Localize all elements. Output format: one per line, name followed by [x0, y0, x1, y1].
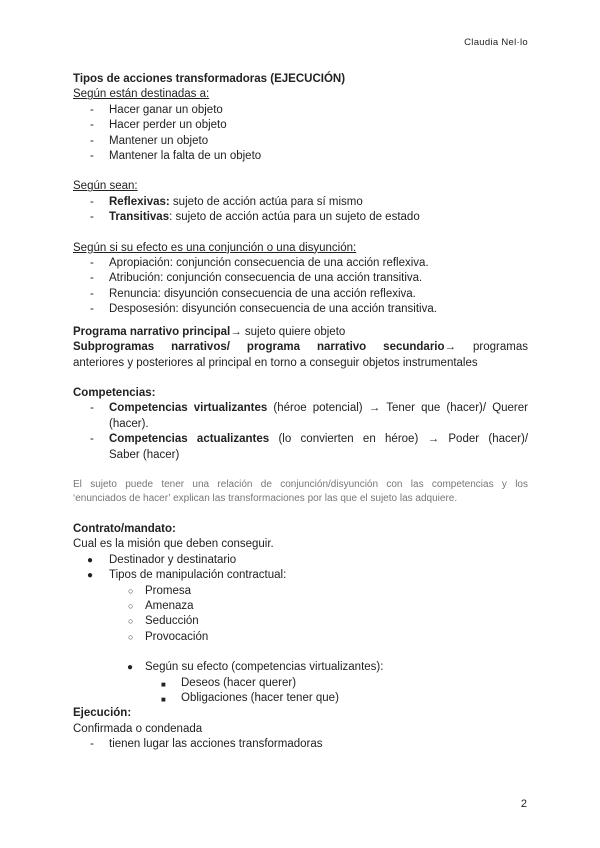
list-item-text: Provocación	[145, 630, 209, 643]
arrow-icon: →	[230, 325, 242, 338]
list-item	[73, 568, 528, 583]
bullet-marker: ●	[87, 570, 94, 582]
circle-marker: ○	[128, 616, 134, 627]
list-item	[73, 599, 528, 614]
page-title: Tipos de acciones transformadoras (EJECUCIÓN)	[73, 73, 346, 85]
list-item-text: Tipos de manipulación contractual:	[109, 569, 287, 582]
list-item-text: Amenaza	[145, 599, 194, 612]
list-item-term: Competencias virtualizantes	[109, 402, 268, 415]
list-item	[73, 271, 528, 286]
square-marker: ■	[161, 695, 166, 704]
list-item	[73, 103, 528, 118]
section2-heading: Según sean:	[73, 180, 138, 193]
spacer	[73, 507, 528, 522]
dash-marker: -	[90, 738, 94, 751]
list-item	[73, 660, 528, 675]
competencias-heading: Competencias:	[73, 386, 156, 399]
dash-marker: -	[90, 211, 94, 224]
list-item-text: Seducción	[145, 615, 199, 628]
spacer	[73, 463, 528, 478]
dash-marker: -	[90, 134, 94, 147]
list-item-text: Deseos (hacer querer)	[181, 676, 297, 689]
list-item-text: Según su efecto (competencias virtualizantes):	[145, 661, 384, 674]
circle-marker: ○	[128, 585, 134, 596]
list-item-text: Mantener un objeto	[109, 134, 209, 147]
ejecucion-heading: Ejecución:	[73, 707, 132, 720]
list-item	[73, 118, 528, 133]
subprogramas-line1	[73, 340, 528, 355]
bullet-marker: ●	[127, 662, 134, 674]
spacer	[73, 645, 528, 660]
note	[73, 478, 528, 507]
section3-heading: Según si su efecto es una conjunción o una disyunción:	[73, 241, 357, 254]
subprogramas-term: Subprogramas narrativos/ programa narrativo secundario	[73, 341, 445, 354]
dash-marker: -	[90, 195, 94, 208]
dash-marker: -	[90, 272, 94, 285]
list-item	[73, 432, 528, 463]
list-item	[73, 302, 528, 317]
header-author: Claudia Nel·lo	[464, 37, 528, 48]
bullet-marker: ●	[87, 554, 94, 566]
list-item-text: Hacer perder un objeto	[109, 119, 227, 132]
list-item-text: Atribución: conjunción consecuencia de una acción transitiva.	[109, 272, 423, 285]
list-item-term: Transitivas	[109, 211, 170, 224]
subprogramas-text: programas	[473, 341, 528, 354]
spacer	[73, 318, 528, 325]
dash-marker: -	[90, 150, 94, 163]
square-marker: ■	[161, 679, 166, 689]
dash-marker: -	[90, 433, 94, 446]
list-item	[73, 676, 528, 691]
list-item-line	[109, 432, 528, 447]
list-item-text: sujeto de acción actúa para sí mismo	[169, 195, 363, 208]
list-item-text: tienen lugar las acciones transformadoras	[109, 738, 323, 751]
list-item	[73, 210, 528, 225]
list-item	[73, 401, 528, 432]
dash-marker: -	[90, 402, 94, 415]
circle-marker: ○	[128, 631, 134, 642]
list-item	[73, 149, 528, 164]
circle-marker: ○	[128, 600, 134, 611]
list-item	[73, 195, 528, 210]
list-item-text: (lo convierten en héroe) → Poder (hacer)/	[269, 433, 529, 446]
list-item-text: (héroe potencial) → Tener que (hacer)/ Querer	[267, 402, 528, 415]
list-item	[73, 630, 528, 645]
list-item-text: Promesa	[145, 584, 192, 597]
note-line2: ‘enunciados de hacer’ explican las transformaciones por las que el sujeto las adquiere.	[73, 493, 458, 505]
list-item	[73, 256, 528, 271]
dash-marker: -	[90, 103, 94, 116]
dash-marker: -	[90, 119, 94, 132]
section1-heading: Según están destinadas a:	[73, 88, 210, 101]
spacer	[73, 226, 528, 241]
spacer	[73, 371, 528, 386]
list-item-text: Destinador y destinatario	[109, 553, 237, 566]
ejecucion-intro: Confirmada o condenada	[73, 722, 203, 735]
list-item	[73, 614, 528, 629]
programa-principal	[73, 325, 528, 340]
contrato-heading: Contrato/mandato:	[73, 522, 176, 535]
dash-marker: -	[90, 257, 94, 270]
subprogramas-line2: anteriores y posteriores al principal en torno a conseguir objetos instrumentales	[73, 356, 478, 369]
list-item-line: Saber (hacer)	[109, 448, 180, 461]
programa-principal-term: Programa narrativo principal	[73, 325, 231, 338]
arrow-icon: →	[444, 341, 457, 354]
list-item-line	[109, 401, 528, 416]
list-item-term: Competencias actualizantes	[109, 433, 270, 446]
dash-marker: -	[90, 287, 94, 300]
programa-principal-text: sujeto quiere objeto	[241, 325, 346, 338]
list-item	[73, 553, 528, 568]
list-item-text: : sujeto de acción actúa para un sujeto de estado	[169, 211, 420, 224]
list-item-text: Hacer ganar un objeto	[109, 103, 223, 116]
list-item-text: Obligaciones (hacer tener que)	[181, 692, 339, 704]
page-content	[73, 72, 528, 753]
list-item	[73, 737, 528, 752]
list-item	[73, 584, 528, 599]
dash-marker: -	[90, 303, 94, 316]
list-item-text: Apropiación: conjunción consecuencia de una acción reflexiva.	[109, 257, 429, 270]
list-item	[73, 691, 528, 706]
list-item	[73, 134, 528, 149]
note-line1: El sujeto puede tener una relación de conjunción/disyunción con las competencias y los	[73, 478, 528, 490]
spacer	[73, 164, 528, 179]
page-number: 2	[520, 798, 527, 810]
list-item-line: (hacer).	[109, 417, 149, 430]
list-item-text: Desposesión: disyunción consecuencia de una acción transitiva.	[109, 303, 437, 316]
list-item-text: Mantener la falta de un objeto	[109, 150, 262, 163]
list-item-term: Reflexivas:	[109, 195, 170, 208]
contrato-intro: Cual es la misión que deben conseguir.	[73, 538, 274, 551]
list-item	[73, 287, 528, 302]
list-item-text: Renuncia: disyunción consecuencia de una acción reflexiva.	[109, 287, 416, 300]
